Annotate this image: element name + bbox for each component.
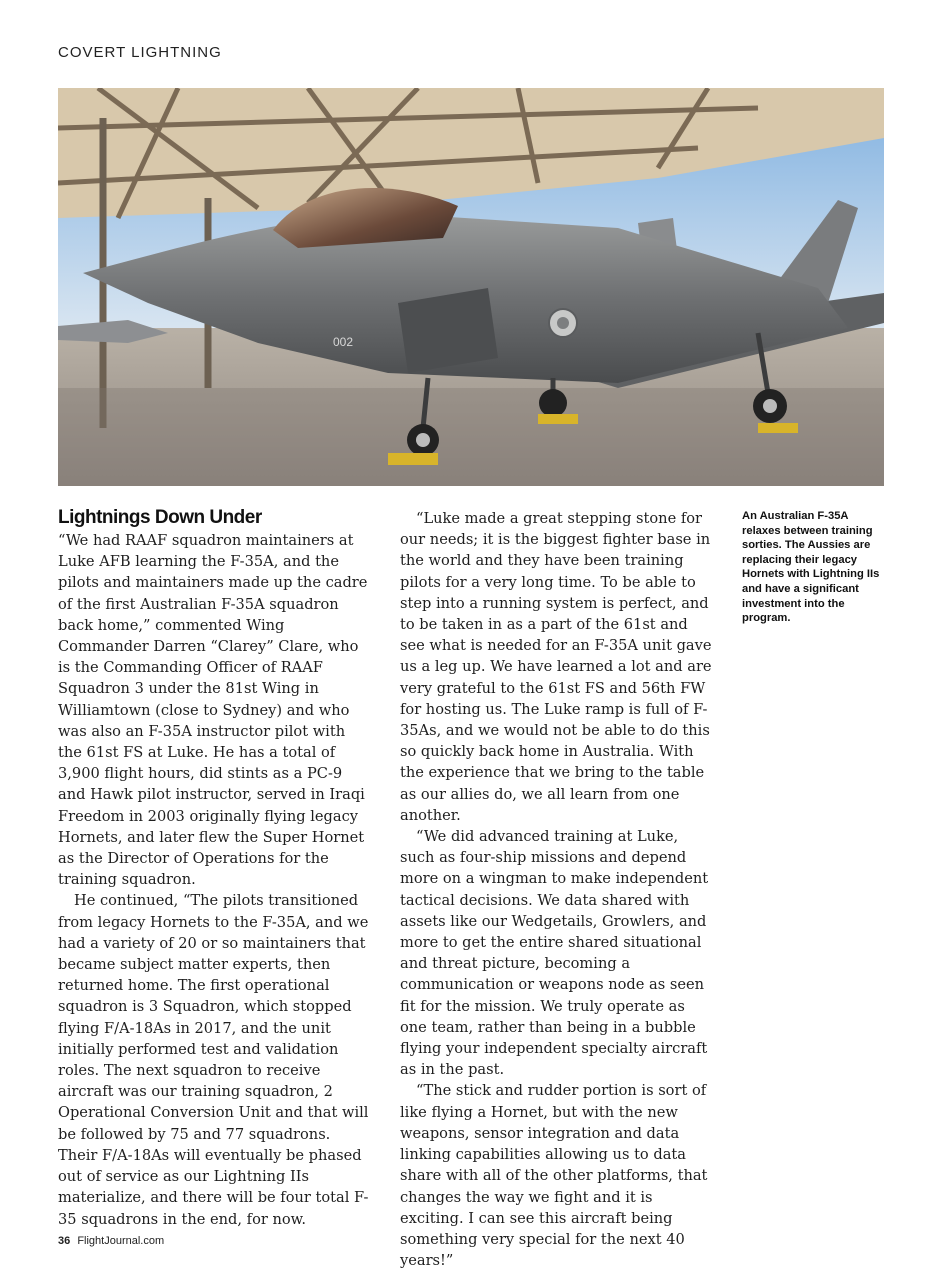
article-paragraph: “We had RAAF squadron maintainers at Luke AFB learning the F-35A, and the pilots and maintainers made up the cadre of the first Australian F-35A squadron back home,” commented Wing Commander Darren “Clarey” Clare, who is the Commanding Officer of RAAF Squadron 3 under the 81st Wing in Williamtown (close to Sydney) and who was also an F-35A instructor pilot with the 61st FS at Luke. He has a total of 3,900 flight hours, did stints as a PC-9 and Hawk pilot instructor, served in Iraqi Freedom in 2003 originally flying legacy Hornets, and later flew the Super Hornet as the Director of Operations for the training squadron. (58, 532, 368, 889)
f35a-photo (58, 88, 884, 486)
article-headline: Lightnings Down Under (58, 507, 262, 528)
article-paragraph: He continued, “The pilots transitioned from legacy Hornets to the F-35A, and we had a variety of 20 or so maintainers that became subject matter experts, then returned home. The first operational squadron is 3 Squadron, which stopped flying F/A-18As in 2017, and the unit initially performed test and validation roles. The next squadron to receive aircraft was our training squadron, 2 Operational Conversion Unit and that will be followed by 75 and 77 squadrons. Their F/A-18As will eventually be phased out of service as our Lightning IIs materialize, and there will be four total F-35 squadrons in the end, for now. (58, 892, 369, 1228)
article-paragraph: “Luke made a great stepping stone for our needs; it is the biggest fighter base in the world and they have been training pilots for a very long time. To be able to step into a running system is perfect, and to be taken in as a part of the 61st and see what is needed for an F-35A unit gave us a leg up. We have learned a lot and are very grateful to the 61st FS and 56th FW for hosting us. The Luke ramp is full of F-35As, and we would not be able to do this so quickly back home in Australia. With the experience that we bring to the table as our allies do, we all learn from one another. (400, 510, 712, 824)
site-link[interactable]: FlightJournal.com (77, 1235, 165, 1247)
page-number: 36 (58, 1235, 71, 1247)
article-paragraph: “We did advanced training at Luke, such as four-ship missions and depend more on a wingman to make independent tactical decisions. We data shared with assets like our Wedgetails, Growlers, and more to get the entire shared situational and threat picture, becoming a communication or weapons node as seen fit for the mission. We truly operate as one team, rather than being in a bubble flying your independent specialty aircraft as in the past. (400, 828, 709, 1079)
page-footer (58, 1235, 164, 1247)
section-title: COVERT LIGHTNING (58, 44, 222, 61)
serial-marking: 002 (333, 335, 354, 349)
photo-caption: An Australian F-35A relaxes between training sorties. The Aussies are replacing their legacy Hornets with Lightning IIs and have a significant investment into the program. (742, 510, 880, 625)
article-column-2 (400, 508, 712, 1271)
article-paragraph: “The stick and rudder portion is sort of like flying a Hornet, but with the new weapons, sensor integration and data linking capabilities allowing us to data share with all of the other platforms, that changes the way we fight and it is exciting. I can see this aircraft being something very special for the next 40 years!” (400, 1082, 708, 1270)
article-column-1 (58, 506, 370, 1230)
